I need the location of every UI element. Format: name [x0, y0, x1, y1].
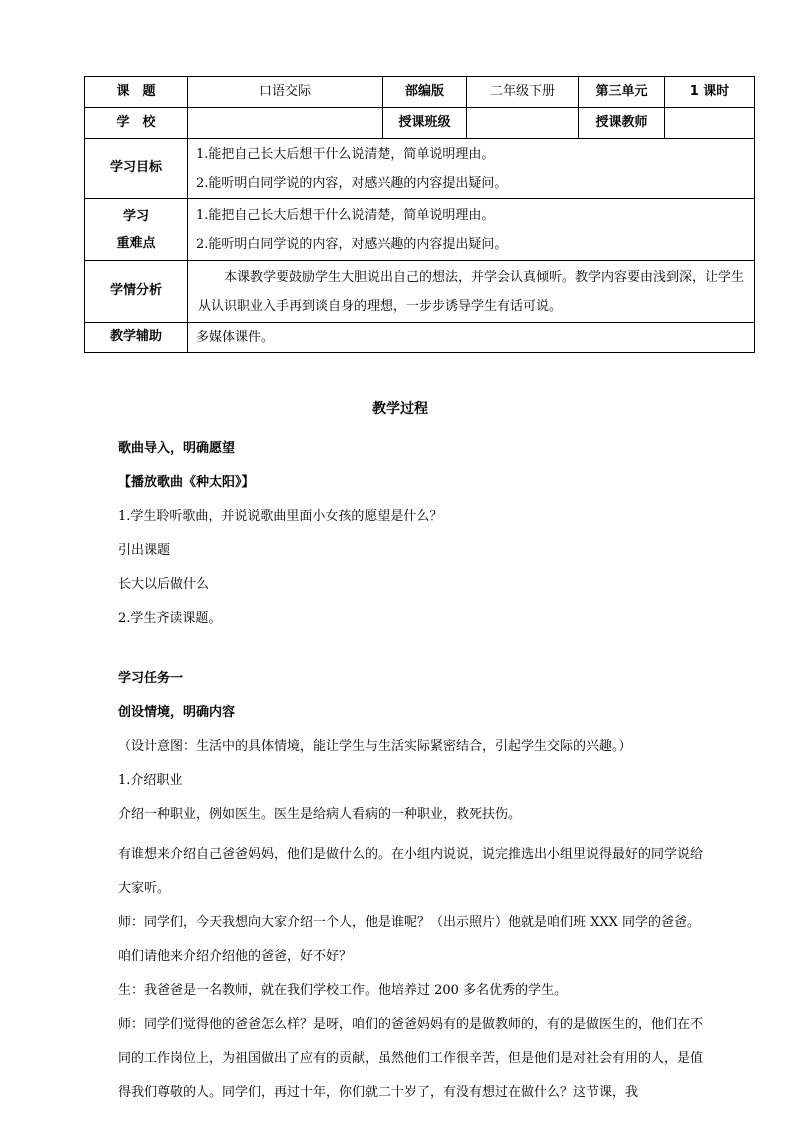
- step-line: 1.介绍职业: [118, 773, 183, 788]
- goal-item: 1.能把自己长大后想干什么说清楚，简单说明理由。: [196, 146, 495, 162]
- table-row: [85, 108, 755, 139]
- step-line: 1.学生聆听歌曲，并说说歌曲里面小女孩的愿望是什么？: [118, 509, 443, 524]
- teacher-value: [665, 108, 755, 139]
- step-line: 引出课题: [118, 543, 171, 558]
- goals-label: 学习目标: [85, 139, 188, 199]
- section-heading: 歌曲导入，明确愿望: [118, 441, 236, 456]
- class-label: 授课班级: [383, 108, 467, 139]
- class-value: [467, 108, 579, 139]
- process-title: 教学过程: [372, 401, 428, 417]
- unit-value: 第三单元: [579, 77, 665, 108]
- edition-value: 部编版: [383, 77, 467, 108]
- school-label: 学 校: [85, 108, 188, 139]
- task-title: 学习任务一: [118, 671, 184, 686]
- task-subtitle: 创设情境，明确内容: [118, 705, 236, 720]
- key-points-content: [188, 199, 755, 261]
- table-row: [85, 199, 755, 261]
- analysis-label: 学情分析: [85, 261, 188, 323]
- paragraph: 生：我爸爸是一名教师，就在我们学校工作。他培养过 200 多名优秀的学生。: [118, 983, 568, 998]
- table-row: [85, 139, 755, 199]
- table-row: [85, 323, 755, 353]
- lesson-info-table: [84, 76, 755, 353]
- topic-value: 口语交际: [188, 77, 383, 108]
- table-row: [85, 77, 755, 108]
- design-note: （设计意图：生活中的具体情境，能让学生与生活实际紧密结合，引起学生交际的兴趣。）: [118, 739, 632, 754]
- goals-content: [188, 139, 755, 199]
- process-body: [118, 438, 718, 1110]
- step-line: 长大以后做什么: [118, 577, 210, 592]
- topic-label: 课 题: [85, 77, 188, 108]
- teacher-label: 授课教师: [579, 108, 665, 139]
- key-points-label: 学习 重难点: [85, 199, 188, 261]
- song-heading: 【播放歌曲《种太阳》】: [118, 475, 255, 490]
- analysis-content: 本课教学要鼓励学生大胆说出自己的想法，并学会认真倾听。教学内容要由浅到深，让学生从认识职业入手再到谈自身的理想，一步步诱导学生有话可说。: [188, 261, 755, 323]
- goal-item: 2.能听明白同学说的内容，对感兴趣的内容提出疑问。: [196, 175, 508, 191]
- aids-content: 多媒体课件。: [188, 323, 755, 353]
- paragraph: 介绍一种职业，例如医生。医生是给病人看病的一种职业，救死扶伤。: [118, 807, 522, 822]
- grade-value: 二年级下册: [467, 77, 579, 108]
- aids-label: 教学辅助: [85, 323, 188, 353]
- table-row: [85, 261, 755, 323]
- period-value: 1 课时: [665, 77, 755, 108]
- paragraph: 师：同学们觉得他的爸爸怎么样？是呀，咱们的爸爸妈妈有的是做教师的，有的是做医生的，他们在不同的工作岗位上，为祖国做出了应有的贡献，虽然他们工作很辛苦，但是他们是对社会有用的人，是值得我们尊敬的人。同学们，再过十年，你们就二十岁了，有没有想过在做什么？这节课，我: [118, 1017, 704, 1100]
- school-value: [188, 108, 383, 139]
- paragraph: 有谁想来介绍自己爸爸妈妈，他们是做什么的。在小组内说说，说完推选出小组里说得最好的同学说给大家听。: [118, 847, 704, 896]
- paragraph: 师：同学们，今天我想向大家介绍一个人，他是谁呢？（出示照片）他就是咱们班 XXX 同学的爸爸。咱们请他来介绍介绍他的爸爸，好不好？: [118, 915, 701, 964]
- key-point-item: 2.能听明白同学说的内容，对感兴趣的内容提出疑问。: [196, 236, 508, 252]
- step-line: 2.学生齐读课题。: [118, 611, 222, 626]
- key-point-item: 1.能把自己长大后想干什么说清楚，简单说明理由。: [196, 207, 495, 223]
